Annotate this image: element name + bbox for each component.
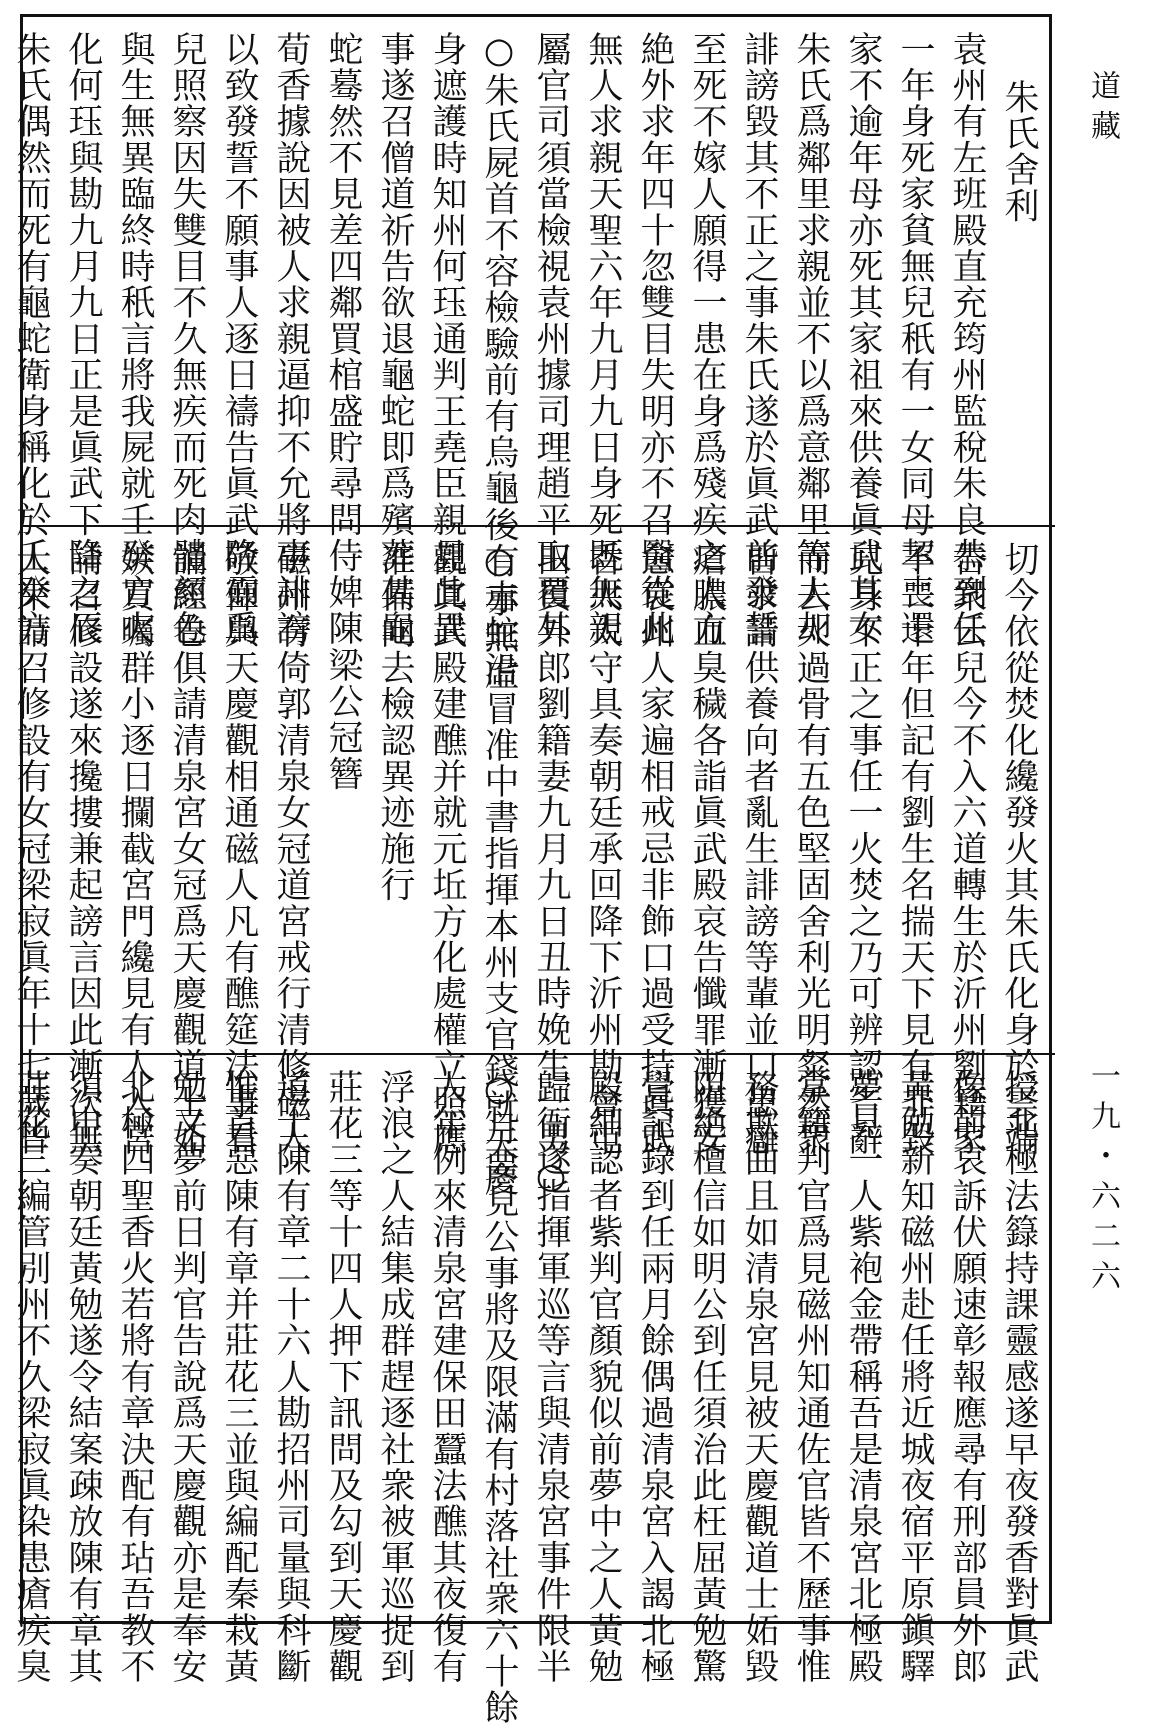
text-column: 荀香據說因被人求親逼抑不允將事誹謗: [271, 31, 311, 647]
text-column: 與生無異臨終時秖言將我屍就壬癸方火: [115, 31, 155, 647]
text-column: ○朱氏屍首不容檢驗前有烏龜後有赤蛇沿: [479, 31, 519, 688]
text-column: 事遂召僧道祈告欲退龜蛇即爲殯葬其龜: [375, 31, 415, 647]
text-column: 誦經卷俱請清泉宮女冠爲天慶觀道士妬: [167, 541, 207, 1157]
text-column: 須申奏朝廷黃勉遂令結案疎放陳有章其: [63, 1069, 103, 1685]
text-column: 朱氏偶然而死有龜蛇衛身稱化於壬癸方: [11, 31, 51, 647]
text-column: 莊花三編管別州不久梁寂眞染患瘡疾臭: [11, 1069, 51, 1685]
text-column: 切今依從焚化纔發火其朱氏化身於雲端: [999, 541, 1039, 1157]
text-column: 人年例來清泉宮建保田蠶法醮其夜復有: [427, 1069, 467, 1685]
text-column: 夢見一人紫袍金帶稱吾是清泉宮北極殿: [843, 1069, 883, 1685]
register-middle: [11, 525, 1055, 1198]
text-column: 化何珏與勘九月九日正是眞武下降之辰: [63, 31, 103, 647]
text-column: 勉又夢前日判官告說爲天慶觀亦是奉安: [167, 1069, 207, 1685]
text-column: 惟首惡陳有章并莊花三並與編配秦栽黃: [219, 1069, 259, 1685]
text-column: 誹謗毀其不正之事朱氏遂於眞武前發誓: [739, 31, 779, 647]
text-column: 阻絶檀信如明公到任須治此枉屈黃勉驚: [687, 1069, 727, 1685]
text-columns: [9, 1055, 1041, 1726]
text-column: 一年身死家貧無兒秖有一女同母挈喪還: [895, 31, 935, 647]
text-column: 浮浪之人結集成群趕逐社衆被軍巡捉到: [375, 1069, 415, 1685]
text-column: 朱氏爲鄰里求親並不以爲意鄰里等人却: [791, 31, 831, 647]
text-column: 殿細認者紫判官顏貌似前夢中之人黃勉: [583, 1069, 623, 1685]
text-column: 兒身不正之事任一火焚之乃可辨認告辭: [843, 541, 883, 1157]
text-columns: [9, 527, 1041, 1198]
register-bottom: [11, 1053, 1055, 1726]
text-column: 身遮護時知州何珏通判王堯臣親見此異: [427, 31, 467, 647]
text-column: 請召修設遂來攙摟兼起謗言因此漸次無: [63, 541, 103, 1157]
text-column: 愈袁州人家遍相戒忌非飾口過受持眞武: [635, 541, 675, 1157]
volume-label: 道藏: [1085, 70, 1120, 150]
text-column: 皆求請供養向者亂生誹謗等輩並口患癰: [739, 541, 779, 1157]
text-column: ○事無虛冒准中書指揮本州支官錢就天慶: [479, 541, 519, 1198]
text-column: 香火太守具奏朝廷承回降下沂州勘會屯: [583, 541, 623, 1157]
text-column: 像前哀訴伏願速彰報應尋有刑部員外郎: [947, 1069, 987, 1685]
text-column: 授北極法籙持課靈感遂早夜發香對眞武: [999, 1069, 1039, 1685]
register-top: [11, 17, 1055, 688]
text-column: 磁州有倚郭清泉女冠道宮戒行清修磁人: [271, 541, 311, 1157]
text-column: 至死不嫁人願得一患在身爲殘疾之人方: [687, 31, 727, 647]
text-column: 絶外求年四十忽雙目失明亦不召醫從此: [635, 31, 675, 647]
page-frame: [11, 14, 1052, 1726]
text-column: 瘡膿血臭穢各詣眞武殿哀告懺罪漸獲安: [687, 541, 727, 1157]
text-column: 告衆云兒今不入六道轉生於沂州劉籍家: [947, 541, 987, 1157]
page-number: 一九・六二六: [1085, 1060, 1120, 1300]
text-column: 不二十年但記有劉生名揣天下見有非毀: [895, 541, 935, 1157]
text-column: 覺記錄到任兩月餘偶過清泉宮入謁北極: [635, 1069, 675, 1685]
text-column: 人來請召修設有女冠梁寂眞年十七歲曾: [11, 541, 51, 1157]
text-column: 北極四聖香火若將有章決配有玷吾教不: [115, 1069, 155, 1685]
text-column: 莊花三等十四人押下訊問及勾到天慶觀: [323, 1069, 363, 1685]
text-column: 家不逾年母亦死其家祖來供養眞武其女: [843, 31, 883, 647]
text-column: 嫉買囑群小逐日攔截宮門纔見有人入宮: [115, 541, 155, 1157]
text-column: 敬仰與天慶觀相通磁人凡有醮筵法事看: [219, 541, 259, 1157]
text-column: 歸衙遂指揮軍巡等言與清泉宮事件限半: [531, 1069, 571, 1685]
text-column: 無人求親天聖六年九月九日身死既無親: [583, 31, 623, 647]
text-column: 道士陳有章二十六人勘招州司量與科斷: [271, 1069, 311, 1685]
text-column: 蛇蓦然不見差四鄰買棺盛貯尋問侍婢陳: [323, 31, 363, 647]
text-column: 務欺曲且如清泉宮見被天慶觀道士妬毀: [739, 1069, 779, 1685]
text-column: 袁州有左班殿直充筠州監稅朱良恭到任: [947, 31, 987, 647]
text-column: 梁公冠簪: [323, 647, 363, 792]
text-column: 而去火過骨有五色堅固舍利光明粲然衆: [791, 541, 831, 1157]
text-column: 田員外郎劉籍妻九月九日丑時娩生一男○: [531, 541, 571, 1198]
text-column: 以致發誓不願事人逐日禱告眞武降靈爲: [219, 31, 259, 647]
text-column: 朱氏舍利: [999, 79, 1039, 224]
text-column: 掌籍判官爲見磁州知通佐官皆不歷事惟: [791, 1069, 831, 1685]
text-column: 觀眞武殿建醮并就元坵方化處權立照應: [427, 541, 467, 1157]
text-columns: [9, 17, 1041, 688]
text-column: ○月要見公事將及限滿有村落社衆六十餘: [479, 1069, 519, 1726]
text-column: 兒照察因失雙目不久無疾而死肉體顏色: [167, 31, 207, 647]
text-column: 黃勉新知磁州赴任將近城夜宿平原鎭驛: [895, 1069, 935, 1685]
text-column: 准備向去檢認異迹施行: [375, 541, 415, 903]
text-column: 屬官司須當檢視袁州據司理趙平取覆其: [531, 31, 571, 647]
